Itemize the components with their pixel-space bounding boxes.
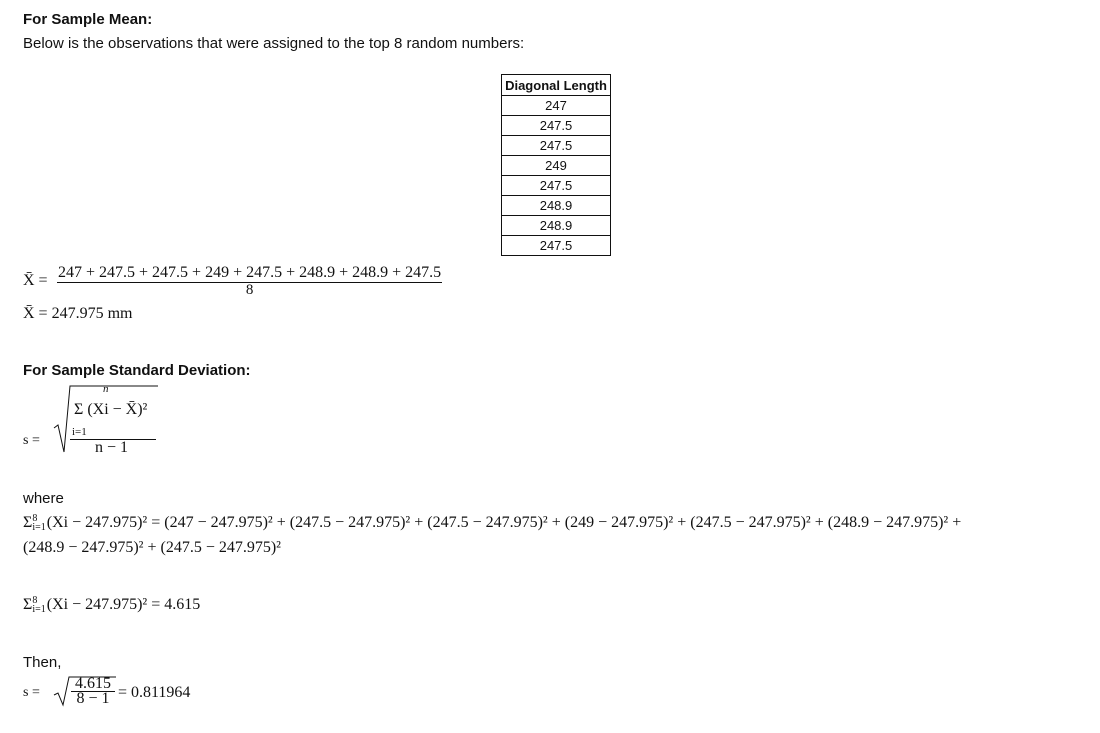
where-line2: (248.9 − 247.975)² + (247.5 − 247.975)² — [23, 539, 281, 556]
sum-limits: 8 i=1 — [32, 513, 46, 534]
sum-upper-limit: n — [103, 383, 109, 395]
where-line1: (Xi − 247.975)² = (247 − 247.975)² + (247.5 − 247.975)² + (247.5 − 247.975)² + (249 − 247.975)² + (247.5 − 247.975)² + (248.9 − 247.975)² + — [46, 514, 962, 531]
then-numerator: 4.615 — [71, 677, 115, 692]
table-header: Diagonal Length — [502, 75, 611, 96]
mean-formula-denominator: 8 — [245, 282, 254, 298]
mean-formula-lhs: X̄ = — [23, 272, 48, 289]
mean-result: X̄ = 247.975 mm — [23, 305, 133, 322]
then-lhs: s = — [23, 685, 40, 700]
table-row: 248.9 — [502, 196, 611, 216]
table-row: 247.5 — [502, 116, 611, 136]
table-row: 247.5 — [502, 136, 611, 156]
sum-lower-limit: i=1 — [72, 426, 87, 438]
diagonal-length-table — [501, 74, 611, 256]
sum-symbol: Σ — [23, 596, 33, 613]
sd-denominator: n − 1 — [95, 439, 129, 456]
table-row: 247.5 — [502, 236, 611, 256]
sd-heading: For Sample Standard Deviation: — [23, 362, 251, 379]
table-row: 247.5 — [502, 176, 611, 196]
where-line1-row — [23, 514, 961, 532]
sum-limits: 8 i=1 — [32, 595, 46, 616]
mean-heading: For Sample Mean: — [23, 11, 153, 28]
table-row: 247 — [502, 96, 611, 116]
sum-result: (Xi − 247.975)² = 4.615 — [46, 596, 201, 613]
then-result: = 0.811964 — [118, 684, 191, 701]
sd-formula-lhs: s = — [23, 433, 40, 448]
then-fraction — [71, 677, 115, 706]
where-label: where — [23, 490, 64, 507]
mean-intro: Below is the observations that were assigned to the top 8 random numbers: — [23, 35, 525, 52]
table-row: 248.9 — [502, 216, 611, 236]
sum-symbol: Σ — [23, 514, 33, 531]
sum-term: Σ (Xi − X̄)² — [74, 401, 148, 418]
mean-formula-fraction — [57, 264, 442, 297]
then-denominator: 8 − 1 — [76, 690, 110, 707]
mean-formula-numerator: 247 + 247.5 + 247.5 + 249 + 247.5 + 248.9 + 248.9 + 247.5 — [58, 264, 442, 281]
then-label: Then, — [23, 654, 62, 671]
sum-result-row — [23, 596, 200, 614]
table-row: 249 — [502, 156, 611, 176]
